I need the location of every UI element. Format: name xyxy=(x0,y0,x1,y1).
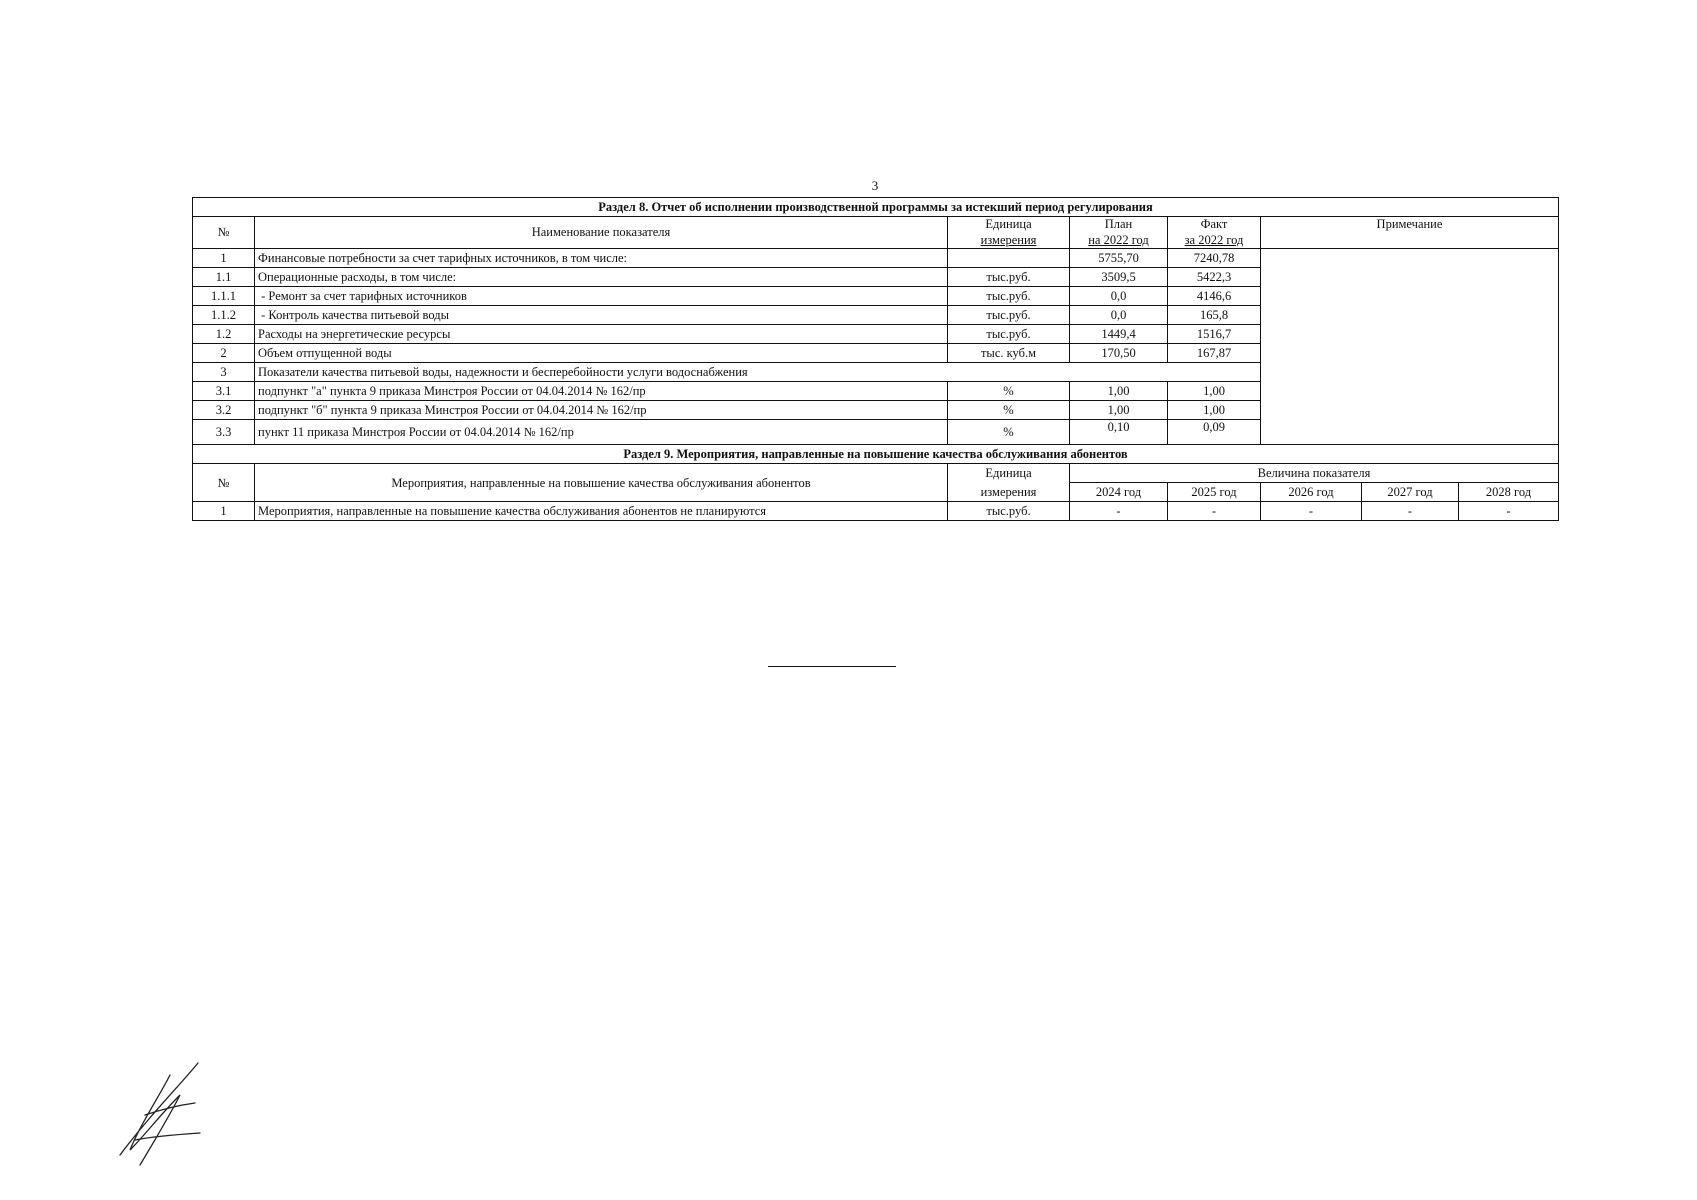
row-plan: 1,00 xyxy=(1070,401,1168,420)
report-table xyxy=(192,197,1559,521)
row-fact: 1,00 xyxy=(1168,401,1261,420)
header-plan xyxy=(1070,217,1168,249)
note-cell xyxy=(1261,249,1559,445)
row-value: - xyxy=(1362,502,1459,521)
row-name: пункт 11 приказа Минстроя России от 04.04.2014 № 162/пр xyxy=(255,420,948,445)
s9-header-year: 2024 год xyxy=(1070,483,1168,502)
row-fact: 7240,78 xyxy=(1168,249,1261,268)
header-name: Наименование показателя xyxy=(255,217,948,249)
s9-header-year: 2025 год xyxy=(1168,483,1261,502)
row-plan: 1449,4 xyxy=(1070,325,1168,344)
row-fact: 4146,6 xyxy=(1168,287,1261,306)
s9-header-name: Мероприятия, направленные на повышение качества обслуживания абонентов xyxy=(255,464,948,502)
header-fact-line2: за 2022 год xyxy=(1184,232,1244,247)
end-divider xyxy=(768,666,896,667)
signature xyxy=(110,1055,210,1170)
header-unit-line1: Единица xyxy=(985,217,1032,231)
row-plan: 170,50 xyxy=(1070,344,1168,363)
row-value: - xyxy=(1168,502,1261,521)
row-unit: тыс.руб. xyxy=(948,325,1070,344)
row-plan: 3509,5 xyxy=(1070,268,1168,287)
section9-title-row xyxy=(193,445,1559,464)
row-num: 1.1.2 xyxy=(193,306,255,325)
header-unit xyxy=(948,217,1070,249)
table-row xyxy=(193,249,1559,268)
row-unit: тыс. куб.м xyxy=(948,344,1070,363)
row-name: подпункт "б" пункта 9 приказа Минстроя России от 04.04.2014 № 162/пр xyxy=(255,401,948,420)
row-unit: тыс.руб. xyxy=(948,502,1070,521)
row-name: Расходы на энергетические ресурсы xyxy=(255,325,948,344)
row-num: 2 xyxy=(193,344,255,363)
row-num: 3.3 xyxy=(193,420,255,445)
row-num: 1.2 xyxy=(193,325,255,344)
s9-header-num: № xyxy=(193,464,255,502)
row-name: Мероприятия, направленные на повышение качества обслуживания абонентов не планируются xyxy=(255,502,948,521)
row-value: - xyxy=(1070,502,1168,521)
table-row xyxy=(193,502,1559,521)
section9-title: Раздел 9. Мероприятия, направленные на повышение качества обслуживания абонентов xyxy=(193,445,1559,464)
header-fact xyxy=(1168,217,1261,249)
row-unit xyxy=(948,249,1070,268)
row-name: Финансовые потребности за счет тарифных источников, в том числе: xyxy=(255,249,948,268)
s9-header-year: 2026 год xyxy=(1261,483,1362,502)
row-plan: 5755,70 xyxy=(1070,249,1168,268)
section9-header-row1 xyxy=(193,464,1559,483)
row-fact: 165,8 xyxy=(1168,306,1261,325)
s9-header-year: 2028 год xyxy=(1459,483,1559,502)
header-note: Примечание xyxy=(1261,217,1559,249)
row-num: 1 xyxy=(193,502,255,521)
s9-header-value: Величина показателя xyxy=(1070,464,1559,483)
row-name: - Контроль качества питьевой воды xyxy=(255,306,948,325)
section8-title: Раздел 8. Отчет об исполнении производственной программы за истекший период регулирования xyxy=(193,198,1559,217)
row-unit: тыс.руб. xyxy=(948,287,1070,306)
row-name: Показатели качества питьевой воды, надежности и бесперебойности услуги водоснабжения xyxy=(255,363,1261,382)
row-num: 1.1 xyxy=(193,268,255,287)
s9-header-year: 2027 год xyxy=(1362,483,1459,502)
row-fact: 0,09 xyxy=(1168,420,1261,445)
row-num: 3 xyxy=(193,363,255,382)
section8-header-row xyxy=(193,217,1559,249)
row-unit: тыс.руб. xyxy=(948,268,1070,287)
row-value: - xyxy=(1459,502,1559,521)
row-unit: % xyxy=(948,420,1070,445)
row-num: 1.1.1 xyxy=(193,287,255,306)
header-plan-line2: на 2022 год xyxy=(1088,232,1149,247)
row-value: - xyxy=(1261,502,1362,521)
row-num: 3.1 xyxy=(193,382,255,401)
header-plan-line1: План xyxy=(1104,217,1133,231)
row-unit: тыс.руб. xyxy=(948,306,1070,325)
row-plan: 0,10 xyxy=(1070,420,1168,445)
row-name: Объем отпущенной воды xyxy=(255,344,948,363)
row-name: - Ремонт за счет тарифных источников xyxy=(255,287,948,306)
row-fact: 167,87 xyxy=(1168,344,1261,363)
s9-header-unit-line2: измерения xyxy=(948,483,1070,502)
row-num: 1 xyxy=(193,249,255,268)
row-fact: 1516,7 xyxy=(1168,325,1261,344)
row-name: Операционные расходы, в том числе: xyxy=(255,268,948,287)
page-number: 3 xyxy=(871,178,879,193)
row-fact: 1,00 xyxy=(1168,382,1261,401)
row-name: подпункт "а" пункта 9 приказа Минстроя России от 04.04.2014 № 162/пр xyxy=(255,382,948,401)
row-plan: 0,0 xyxy=(1070,306,1168,325)
header-fact-line1: Факт xyxy=(1200,217,1228,231)
row-plan: 1,00 xyxy=(1070,382,1168,401)
header-num: № xyxy=(193,217,255,249)
row-num: 3.2 xyxy=(193,401,255,420)
s9-header-unit-line1: Единица xyxy=(948,464,1070,483)
row-unit: % xyxy=(948,382,1070,401)
row-plan: 0,0 xyxy=(1070,287,1168,306)
header-unit-line2: измерения xyxy=(980,232,1037,247)
row-unit: % xyxy=(948,401,1070,420)
row-fact: 5422,3 xyxy=(1168,268,1261,287)
section8-title-row xyxy=(193,198,1559,217)
